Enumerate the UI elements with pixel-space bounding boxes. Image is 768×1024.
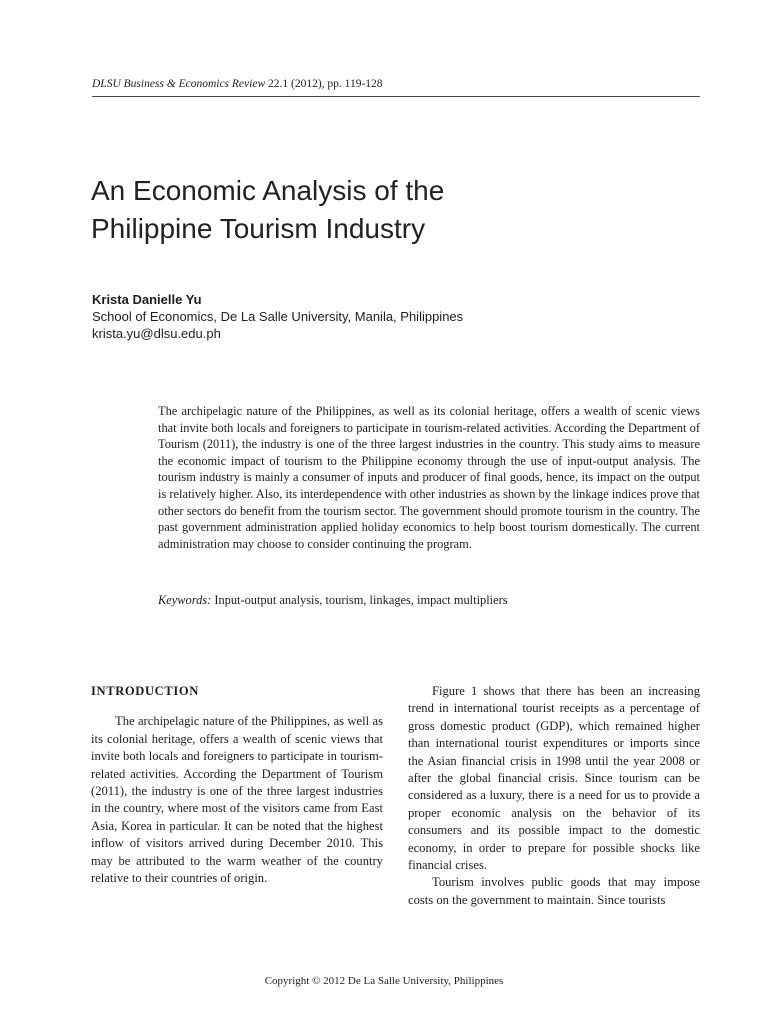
header-rule bbox=[92, 96, 700, 97]
running-header bbox=[92, 77, 700, 91]
abstract: The archipelagic nature of the Philippines, as well as its colonial heritage, offers a wealth of scenic views that invite both locals and foreigners to participate in tourism-related activities. According the Department of Tourism (2011), the industry is one of the three largest industries in the country. This study aims to measure the economic impact of tourism to the Philippine economy through the use of input-output analysis. The tourism industry is mainly a consumer of inputs and producer of final goods, hence, its impact on the output is relatively higher. Also, its interdependence with other industries as shown by the linkage indices prove that other sectors do benefit from the tourism sector. The government should promote tourism in the country. The past government administration applied holiday economics to help boost tourism domestically. The current administration may choose to consider continuing the program. bbox=[158, 404, 700, 551]
section-heading-introduction: INTRODUCTION bbox=[91, 684, 199, 698]
keywords-label: Keywords: bbox=[158, 593, 212, 607]
intro-paragraph: The archipelagic nature of the Philippines, as well as its colonial heritage, offers a wealth of scenic views that invite both locals and foreigners to participate in tourism-related activities. According the Department of Tourism (2011), the industry is one of the three largest industries in the country, where most of the visitors came from East Asia, Korea in particular. It can be noted that the highest inflow of visitors arrived during December 2010. This may be attributed to the warm weather of the country relative to their countries of origin. bbox=[91, 714, 383, 886]
author-name: Krista Danielle Yu bbox=[92, 292, 202, 307]
author-affiliation: School of Economics, De La Salle University, Manila, Philippines bbox=[92, 309, 464, 324]
public-goods-paragraph: Tourism involves public goods that may impose costs on the government to maintain. Since tourists bbox=[408, 875, 700, 907]
keywords-text: Input-output analysis, tourism, linkages, impact multipliers bbox=[211, 593, 508, 607]
title-line-2: Philippine Tourism Industry bbox=[91, 213, 426, 244]
left-column bbox=[91, 683, 383, 887]
figure-1-paragraph: Figure 1 shows that there has been an increasing trend in international tourist receipts as a percentage of gross domestic product (GDP), which remained higher than international tourist expenditures or imports since the Asian financial crisis in 1998 until the year 2008 or after the global financial crisis. Since tourism can be considered as a luxury, there is a need for us to provide a proper economic analysis on the behavior of its consumers and its possible impact to the domestic economy, in order to prepare for possible shocks like financial crises. bbox=[408, 684, 700, 873]
paper-title bbox=[91, 172, 651, 248]
title-line-1: An Economic Analysis of the bbox=[91, 175, 445, 206]
journal-name: DLSU Business & Economics Review bbox=[92, 78, 266, 90]
author-email: krista.yu@dlsu.edu.ph bbox=[92, 326, 221, 341]
keywords bbox=[158, 592, 700, 608]
journal-citation: 22.1 (2012), pp. 119-128 bbox=[265, 78, 383, 90]
copyright-footer: Copyright © 2012 De La Salle University, Philippines bbox=[264, 975, 504, 987]
author-block bbox=[92, 291, 652, 342]
right-column bbox=[408, 683, 700, 909]
